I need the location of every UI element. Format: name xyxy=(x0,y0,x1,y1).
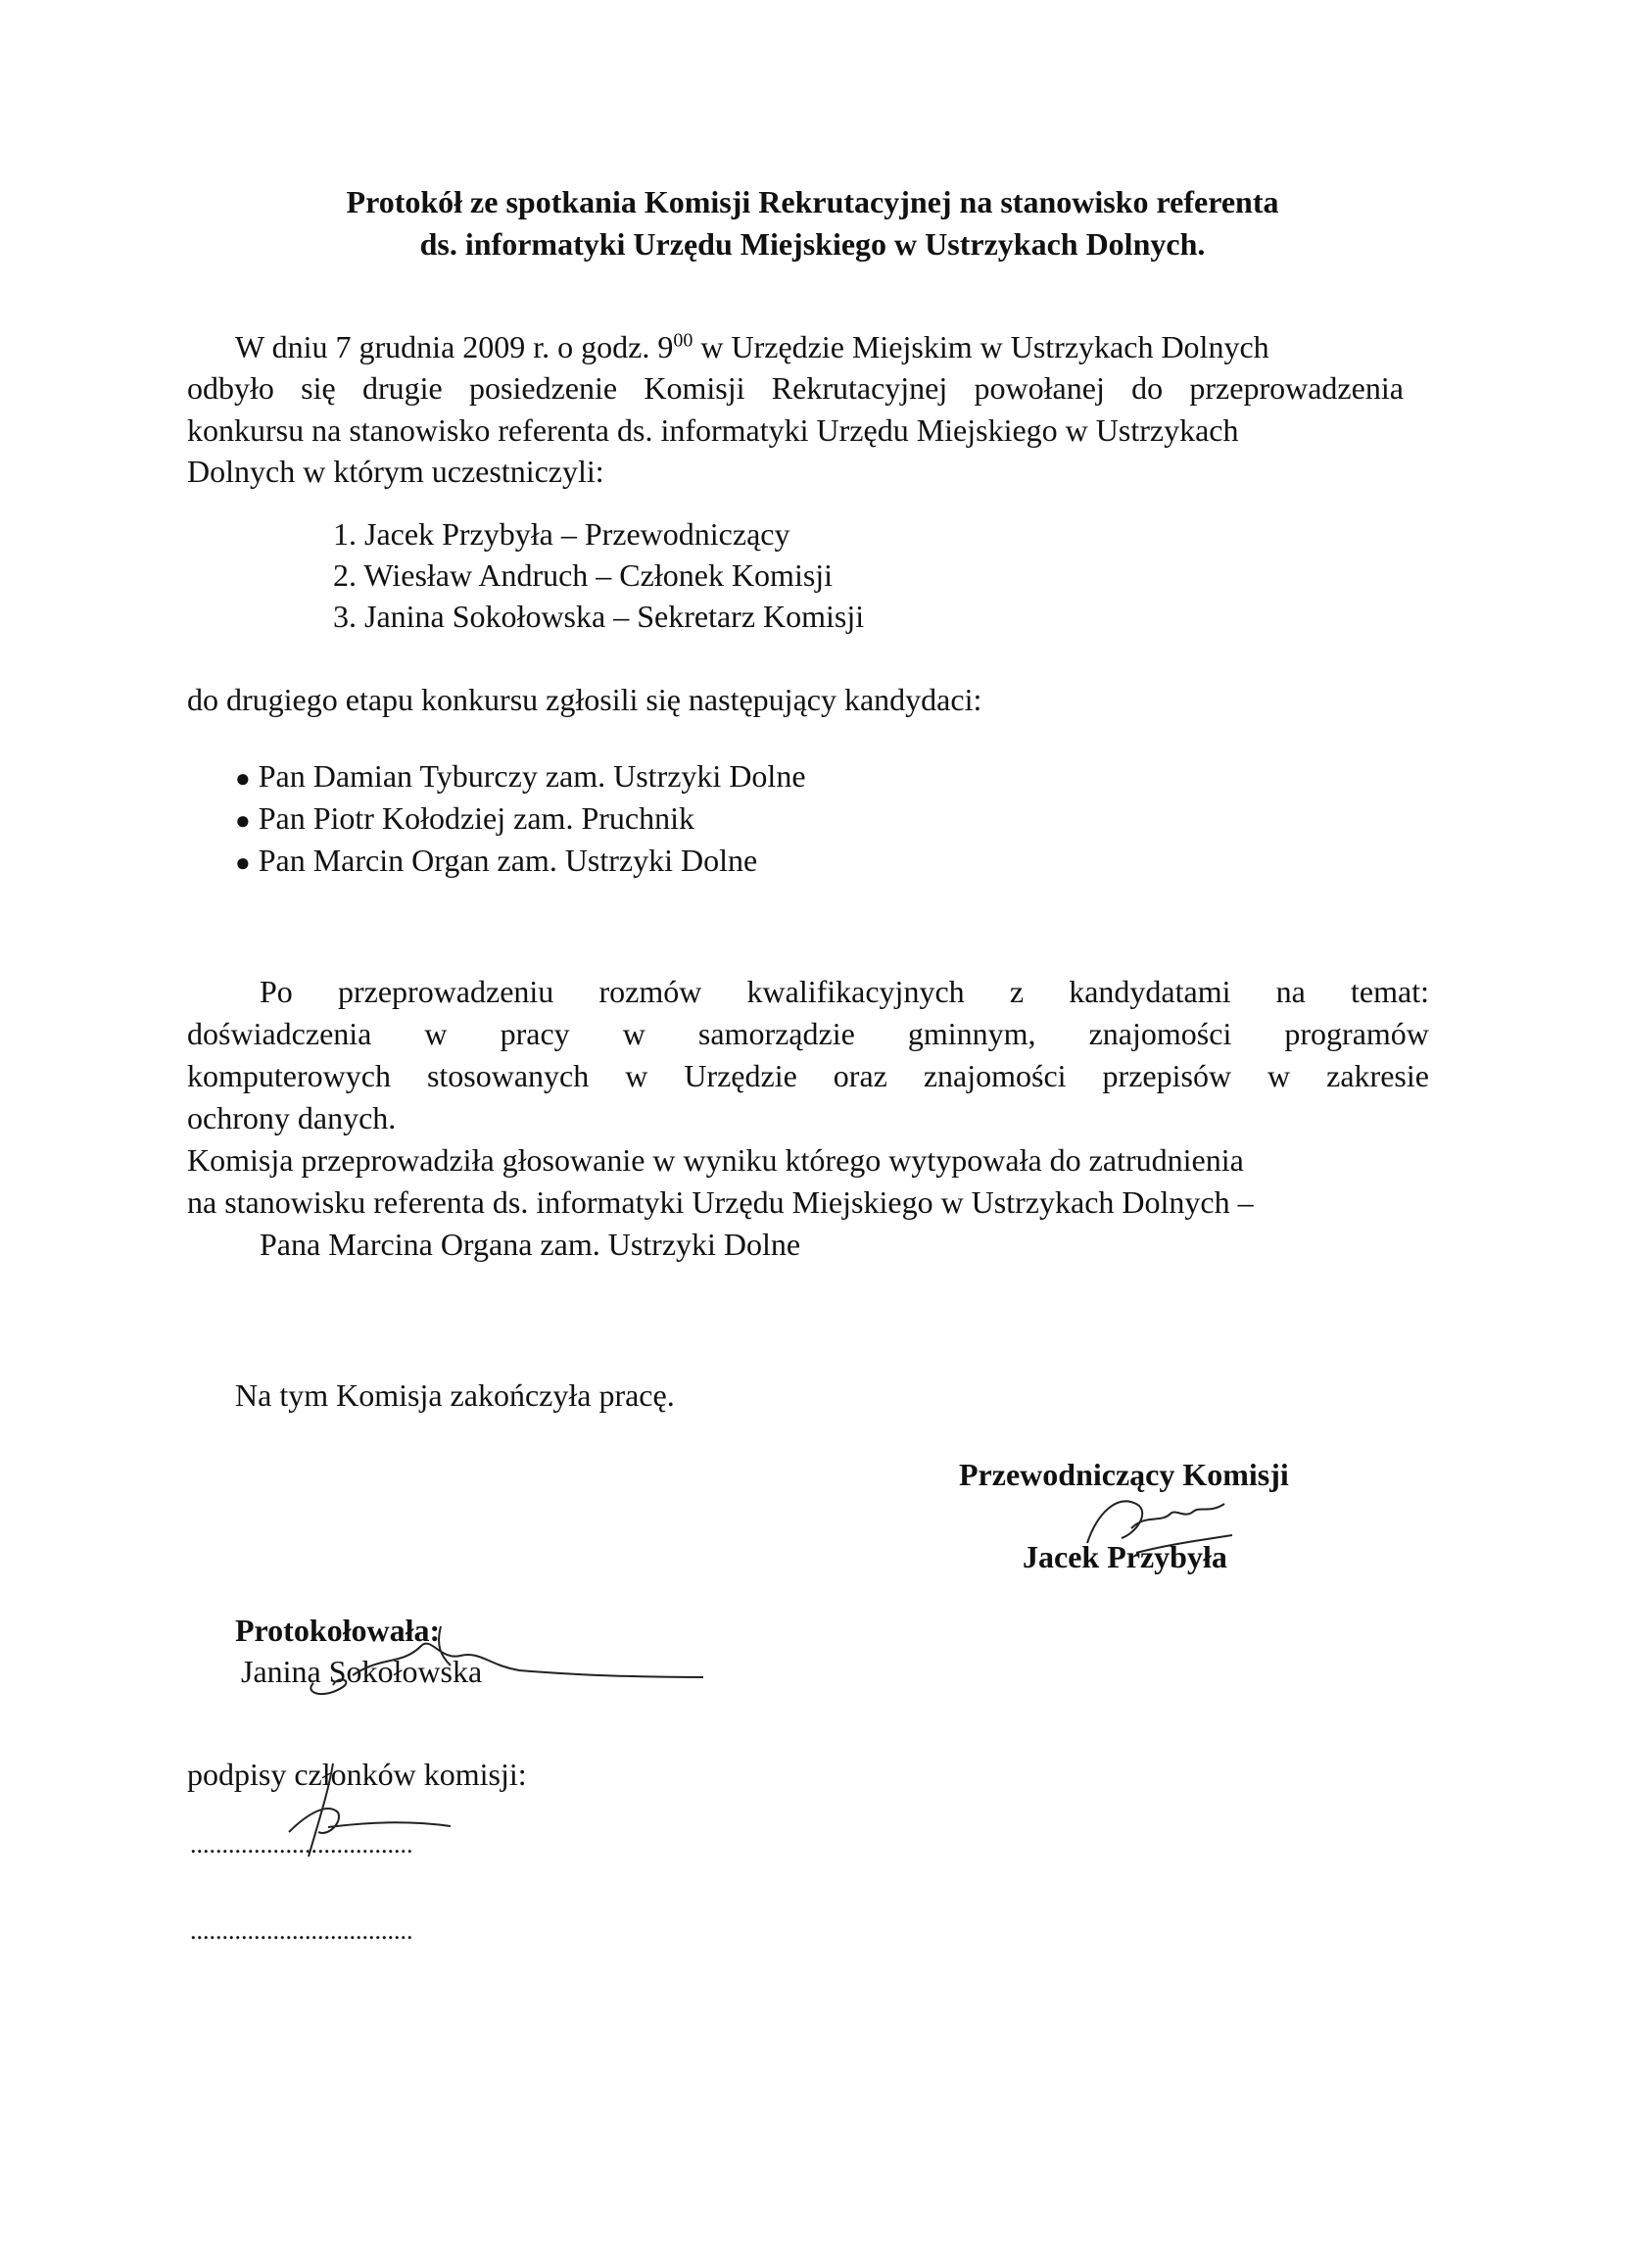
secretary-title: Protokołowała: xyxy=(235,1613,441,1648)
member-number: 2. xyxy=(333,557,357,593)
word: posiedzenie xyxy=(469,370,618,406)
word: w xyxy=(1267,1058,1291,1093)
word: przepisów xyxy=(1102,1058,1232,1093)
result-line7: Pana Marcina Organa zam. Ustrzyki Dolne xyxy=(260,1227,801,1262)
member-row xyxy=(333,599,1215,638)
chair-name: Jacek Przybyła xyxy=(1023,1539,1227,1574)
word: rozmów xyxy=(598,974,702,1009)
member-role: – Sekretarz Komisji xyxy=(613,599,865,634)
word: się xyxy=(301,370,336,406)
candidate-name: Pan Piotr Kołodziej xyxy=(258,800,506,836)
document-title-line2: ds. informatyki Urzędu Miejskiego w Ustrzykach Dolnych. xyxy=(419,226,1206,262)
intro-line1-text: W dniu 7 grudnia 2009 r. o godz. 9 xyxy=(235,329,674,364)
word: samorządzie xyxy=(697,1016,855,1051)
word: odbyło xyxy=(187,370,274,406)
word: kandydatami xyxy=(1069,974,1231,1009)
word: do xyxy=(1131,370,1164,406)
chair-title: Przewodniczący Komisji xyxy=(959,1457,1289,1492)
word: kwalifikacyjnych xyxy=(746,974,965,1009)
bullet-icon: ● xyxy=(235,806,251,835)
word: Rekrutacyjnej xyxy=(771,370,948,406)
result-line4: ochrony danych. xyxy=(187,1100,397,1135)
result-line2 xyxy=(187,1016,1429,1052)
bullet-icon: ● xyxy=(235,848,251,877)
word: przeprowadzeniu xyxy=(337,974,554,1009)
word: przeprowadzenia xyxy=(1189,370,1404,406)
word: stosowanych xyxy=(426,1058,590,1093)
intro-line1-rest: w Urzędzie Miejskim w Ustrzykach Dolnych xyxy=(693,329,1269,364)
closing-sentence: Na tym Komisja zakończyła pracę. xyxy=(235,1377,675,1413)
result-line6: na stanowisku referenta ds. informatyki Urzędu Miejskiego w Ustrzykach Dolnych – xyxy=(187,1184,1254,1220)
intro-line4: Dolnych w którym uczestniczyli: xyxy=(187,454,604,489)
member-row xyxy=(333,516,1215,555)
word: w xyxy=(622,1016,645,1051)
word: temat: xyxy=(1351,974,1429,1009)
word: znajomości xyxy=(1088,1016,1232,1051)
document-title-line1: Protokół ze spotkania Komisji Rekrutacyjnej na stanowisko referenta xyxy=(346,184,1279,219)
bullet-icon: ● xyxy=(235,764,251,793)
member-role: – Przewodniczący xyxy=(560,516,790,552)
intro-line1 xyxy=(235,329,1269,365)
word: zakresie xyxy=(1326,1058,1429,1093)
secretary-name: Janina Sokołowska xyxy=(241,1654,483,1689)
word: Komisji xyxy=(644,370,745,406)
candidate-address: zam. Pruchnik xyxy=(513,800,694,836)
signature-line-2: ................................... xyxy=(190,1916,413,1945)
candidate-name: Pan Marcin Organ xyxy=(258,843,490,878)
word: na xyxy=(1275,974,1306,1009)
signature-line-1: ................................... xyxy=(190,1830,413,1858)
word: gminnym, xyxy=(907,1016,1036,1051)
member-row xyxy=(333,557,1215,597)
word: doświadczenia xyxy=(187,1016,372,1051)
candidate-address: zam. Ustrzyki Dolne xyxy=(497,843,758,878)
intro-line2 xyxy=(187,370,1404,407)
time-superscript: 00 xyxy=(673,329,693,352)
candidate-row xyxy=(235,800,1117,840)
result-line5: Komisja przeprowadziła głosowanie w wyniku którego wytypowała do zatrudnienia xyxy=(187,1142,1244,1178)
member-number: 1. xyxy=(333,516,357,552)
word: Po xyxy=(260,974,293,1009)
secretary-handwritten-signature xyxy=(294,1617,705,1705)
member-name: Wiesław Andruch xyxy=(363,557,589,593)
word: znajomości xyxy=(923,1058,1067,1093)
chair-handwritten-signature xyxy=(1077,1484,1234,1563)
members-signatures-label: podpisy członków komisji: xyxy=(187,1757,527,1792)
word: pracy xyxy=(500,1016,570,1051)
member-name: Janina Sokołowska xyxy=(364,599,606,634)
candidate-row xyxy=(235,758,1117,797)
candidates-intro: do drugiego etapu konkursu zgłosili się następujący kandydaci: xyxy=(187,682,982,717)
word: oraz xyxy=(833,1058,887,1093)
word: w xyxy=(625,1058,648,1093)
member-role: – Członek Komisji xyxy=(596,557,834,593)
candidate-address: zam. Ustrzyki Dolne xyxy=(545,758,806,794)
word: Urzędzie xyxy=(684,1058,797,1093)
result-line3 xyxy=(187,1058,1429,1094)
word: drugie xyxy=(362,370,443,406)
member-handwritten-signature xyxy=(260,1754,455,1861)
word: komputerowych xyxy=(187,1058,391,1093)
intro-line3: konkursu na stanowisko referenta ds. informatyki Urzędu Miejskiego w Ustrzykach xyxy=(187,412,1239,448)
result-line1 xyxy=(260,974,1429,1010)
word: powołanej xyxy=(974,370,1105,406)
word: w xyxy=(424,1016,448,1051)
member-name: Jacek Przybyła xyxy=(364,516,553,552)
word: z xyxy=(1009,974,1025,1009)
word: programów xyxy=(1284,1016,1429,1051)
candidate-row xyxy=(235,843,1117,882)
candidate-name: Pan Damian Tyburczy xyxy=(258,758,538,794)
member-number: 3. xyxy=(333,599,357,634)
